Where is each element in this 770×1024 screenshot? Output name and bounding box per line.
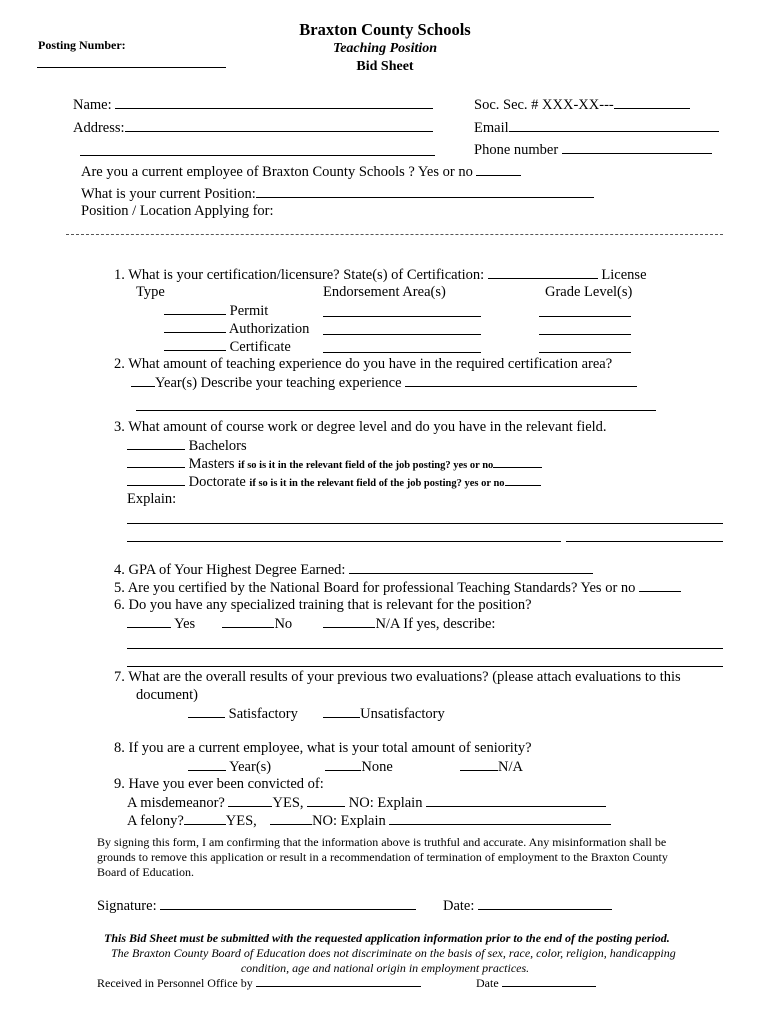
email-label: Email [474,120,509,136]
q6-yes-label: Yes [174,616,196,632]
name-field[interactable] [115,96,433,109]
q1-type-label: Type [136,284,165,300]
q6-options-row [127,615,495,633]
q7-unsatisfactory-field[interactable] [323,705,360,718]
q7-unsatisfactory-label: Unsatisfactory [360,706,445,722]
q7-text-2: document) [136,687,199,703]
q1-endorsement-field-3[interactable] [323,352,481,353]
q6-text: 6. Do you have any specialized training that is relevant for the position? [114,597,532,613]
nondiscrimination-line-1: The Braxton County Board of Education does not discriminate on the basis of sex, race, color, religion, handicapping [111,946,676,960]
q2-years-row [131,374,637,392]
employee-question: Are you a current employee of Braxton County Schools ? Yes or no [81,164,473,180]
q3-bachelors-field[interactable] [127,437,185,450]
q2-text: 2. What amount of teaching experience do you have in the required certification area? [114,356,613,372]
q4-gpa-field[interactable] [349,561,593,574]
q6-yes-field[interactable] [127,615,171,628]
q8-na-field[interactable] [460,758,498,771]
q1-certificate-field[interactable] [164,338,226,351]
q1-endorsement-field-1[interactable] [323,316,481,317]
ssn-field[interactable] [614,96,690,109]
received-label: Received in Personnel Office by [97,976,253,990]
page-subtitle: Teaching Position [332,41,438,56]
section-divider [66,234,723,235]
q1-endorsement-label: Endorsement Area(s) [323,284,446,300]
q1-certificate-label: Certificate [229,339,291,355]
q1-state-field[interactable] [488,266,598,279]
q9-misdemeanor-label: A misdemeanor? [127,795,225,811]
q1-row [114,266,647,284]
q2-years-label: Year(s) Describe your teaching experience [155,375,402,391]
date-row [443,897,612,915]
q9-felony-row [127,812,611,830]
q3-masters-answer-field[interactable] [493,455,542,468]
signature-label: Signature: [97,898,157,914]
posting-number-field[interactable] [37,67,226,68]
q4-row [114,561,593,579]
q7-satisfactory-field[interactable] [188,705,225,718]
ssn-label: Soc. Sec. # XXX-XX--- [474,97,614,113]
address-row [73,119,433,137]
q5-row [114,579,681,597]
address-label: Address: [73,120,125,136]
q3-text: 3. What amount of course work or degree level and do you have in the relevant field. [114,419,607,435]
date-field[interactable] [478,897,612,910]
received-date-row [476,976,596,991]
q6-no-label: No [274,616,293,632]
q1-certificate-row [164,338,291,356]
q3-explain-field-3[interactable] [566,541,723,542]
signature-field[interactable] [160,897,416,910]
q1-license-label: License [601,267,647,283]
nondiscrimination-line-2: condition, age and national origin in employment practices. [240,961,530,975]
email-field[interactable] [509,119,719,132]
q1-grade-field-2[interactable] [539,334,631,335]
q7-text: 7. What are the overall results of your previous two evaluations? (please attach evaluations to this [114,669,681,685]
q2-describe-field-2[interactable] [136,410,656,411]
q3-doctorate-row [127,473,541,491]
q1-authorization-row [164,320,309,338]
q8-text: 8. If you are a current employee, what is your total amount of seniority? [114,740,532,756]
q7-satisfactory-label: Satisfactory [228,706,298,722]
q9-felony-label: A felony? [127,813,184,829]
page-subtitle-2: Bid Sheet [356,59,414,74]
employee-question-row [81,163,521,181]
address-field-2[interactable] [80,155,435,156]
q8-none-field[interactable] [325,758,361,771]
statement-line-1: By signing this form, I am confirming that the information above is truthful and accurate. Any misinformation shall be [97,835,667,849]
q8-years-label: Year(s) [229,759,272,775]
phone-label: Phone number [474,142,559,158]
received-date-field[interactable] [502,976,596,987]
page-title: Braxton County Schools [299,20,471,39]
q1-grade-field-3[interactable] [539,352,631,353]
q3-doctorate-answer-field[interactable] [505,473,541,486]
q3-explain-field-2[interactable] [127,541,561,542]
q9-felony-no-label: NO: Explain [312,813,386,829]
q8-years-field[interactable] [188,758,226,771]
q1-authorization-label: Authorization [228,321,310,337]
q4-text: 4. GPA of Your Highest Degree Earned: [114,562,346,578]
q3-doctorate-field[interactable] [127,473,185,486]
employee-answer-field[interactable] [476,163,521,176]
q3-explain-field-1[interactable] [127,523,723,524]
q6-na-label: N/A If yes, describe: [375,616,496,632]
q2-describe-field[interactable] [405,374,637,387]
q6-describe-field-1[interactable] [127,648,723,649]
q1-endorsement-field-2[interactable] [323,334,481,335]
q1-grade-label: Grade Level(s) [545,284,633,300]
q6-na-field[interactable] [323,615,375,628]
q3-masters-note: if so is it in the relevant field of the job posting? yes or no [238,460,494,471]
applying-question: Position / Location Applying for: [81,203,274,219]
q9-misdemeanor-yes-label: YES, [272,795,304,811]
statement-line-2: grounds to remove this application or result in a recommendation of termination of employment to the Braxton County [97,850,668,864]
q1-permit-field[interactable] [164,302,226,315]
q3-doctorate-label: Doctorate [188,474,246,490]
position-field[interactable] [256,185,594,198]
address-field[interactable] [125,119,433,132]
q3-bachelors-label: Bachelors [188,438,247,454]
q8-none-label: None [361,759,393,775]
submission-notice: This Bid Sheet must be submitted with the requested application information prior to the end of the posting period. [104,931,670,945]
q3-masters-row [127,455,542,473]
q9-felony-yes-label: YES, [225,813,257,829]
q8-na-label: N/A [498,759,524,775]
q3-masters-field[interactable] [127,455,185,468]
q3-masters-label: Masters [188,456,235,472]
phone-row [474,141,712,159]
q1-text: 1. What is your certification/licensure? State(s) of Certification: [114,267,485,283]
phone-field[interactable] [562,141,712,154]
q6-describe-field-2[interactable] [127,666,723,667]
email-row [474,119,719,137]
received-by-field[interactable] [256,976,421,987]
position-question: What is your current Position: [81,186,256,202]
ssn-row [474,96,690,114]
q1-grade-field-1[interactable] [539,316,631,317]
q6-no-field[interactable] [222,615,274,628]
q9-misdemeanor-yes-field[interactable] [228,794,272,807]
q9-misdemeanor-row [127,794,606,812]
q1-permit-label: Permit [229,303,269,319]
signature-row [97,897,416,915]
q9-felony-no-field[interactable] [270,812,312,825]
posting-number-label: Posting Number: [38,38,126,52]
q1-authorization-field[interactable] [164,320,226,333]
q3-doctorate-note: if so is it in the relevant field of the job posting? yes or no [249,478,505,489]
name-row [73,96,433,114]
q9-misdemeanor-no-label: NO: Explain [348,795,423,811]
name-label: Name: [73,97,112,113]
q9-felony-yes-field[interactable] [184,812,226,825]
received-date-label: Date [476,976,499,990]
date-label: Date: [443,898,475,914]
position-question-row [81,185,594,203]
q9-misdemeanor-no-field[interactable] [307,794,345,807]
q1-permit-row [164,302,268,320]
q9-felony-explain-field[interactable] [389,812,611,825]
q9-misdemeanor-explain-field[interactable] [426,794,606,807]
received-row [97,976,421,991]
q5-answer-field[interactable] [639,579,681,592]
statement-line-3: Board of Education. [97,865,194,879]
q2-years-field[interactable] [131,374,155,387]
q8-options-row [188,758,523,776]
q3-bachelors-row [127,437,247,455]
q7-options-row [188,705,445,723]
q9-text: 9. Have you ever been convicted of: [114,776,324,792]
q5-text: 5. Are you certified by the National Board for professional Teaching Standards? Yes or no [114,580,636,596]
q3-explain-label: Explain: [127,491,177,507]
